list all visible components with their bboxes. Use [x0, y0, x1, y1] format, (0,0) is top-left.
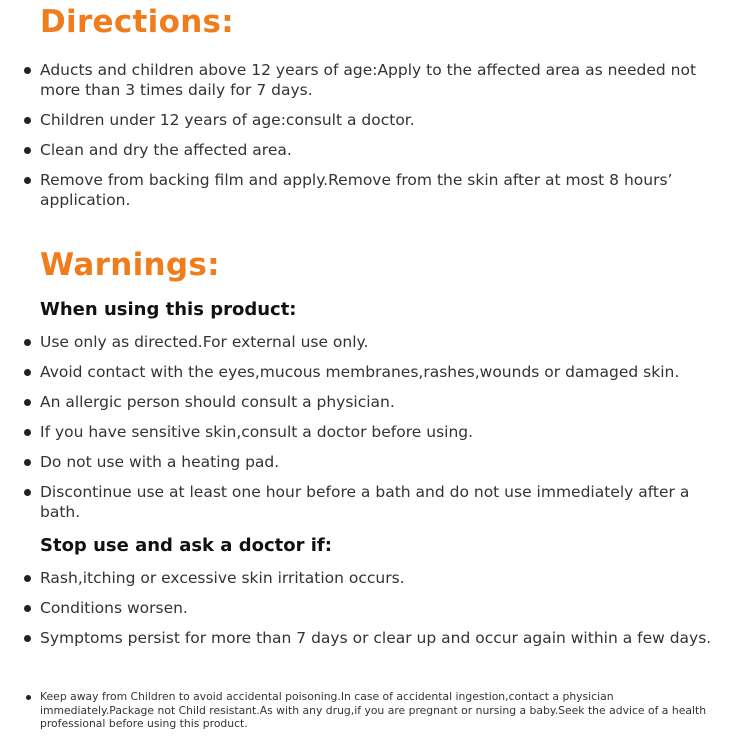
list-item-text: Symptoms persist for more than 7 days or clear up and occur again within a few days. [40, 629, 712, 647]
stop-use-list [0, 568, 715, 648]
list-item-text: Children under 12 years of age:consult a doctor. [40, 111, 415, 129]
list-item-text: If you have sensitive skin,consult a doctor before using. [40, 423, 474, 441]
list-item [0, 332, 715, 352]
list-item-text: Clean and dry the affected area. [40, 141, 292, 159]
list-item-text: Avoid contact with the eyes,mucous membranes,rashes,wounds or damaged skin. [40, 363, 680, 381]
bullet-icon [24, 147, 31, 154]
stop-use-heading: Stop use and ask a doctor if: [40, 535, 332, 556]
bullet-icon [24, 429, 31, 436]
bullet-icon [24, 459, 31, 466]
directions-list [0, 60, 715, 210]
bullet-icon [26, 695, 31, 700]
bullet-icon [24, 399, 31, 406]
when-using-heading: When using this product: [40, 299, 297, 320]
directions-heading: Directions: [40, 4, 235, 40]
bullet-icon [24, 339, 31, 346]
list-item [0, 110, 715, 130]
list-item-text: Remove from backing film and apply.Remove from the skin after at most 8 hours’ application. [40, 171, 673, 209]
list-item [0, 422, 715, 442]
bullet-icon [24, 575, 31, 582]
bullet-icon [24, 177, 31, 184]
list-item-text: Use only as directed.For external use only. [40, 333, 369, 351]
list-item-text: Aducts and children above 12 years of age:Apply to the affected area as needed not more than 3 times daily for 7 days. [40, 61, 697, 99]
list-item-text: Do not use with a heating pad. [40, 453, 280, 471]
warnings-heading: Warnings: [40, 247, 220, 283]
list-item [0, 568, 715, 588]
footnote-text: Keep away from Children to avoid accidental poisoning.In case of accidental ingestion,contact a physician immediately.Package not Child resistant.As with any drug,if you are pregnant or nursing a baby.Seek the advice of a health professional before using this product. [40, 690, 707, 730]
bullet-icon [24, 117, 31, 124]
bullet-icon [24, 489, 31, 496]
list-item [0, 140, 715, 160]
list-item-text: Conditions worsen. [40, 599, 188, 617]
list-item [0, 598, 715, 618]
list-item [0, 362, 715, 382]
list-item-text: An allergic person should consult a physician. [40, 393, 395, 411]
footnote-list [0, 690, 720, 731]
bullet-icon [24, 369, 31, 376]
list-item [0, 482, 715, 522]
footnote [0, 690, 720, 731]
bullet-icon [24, 605, 31, 612]
list-item [0, 452, 715, 472]
bullet-icon [24, 635, 31, 642]
list-item-text: Rash,itching or excessive skin irritation occurs. [40, 569, 405, 587]
when-using-list [0, 332, 715, 522]
list-item-text: Discontinue use at least one hour before a bath and do not use immediately after a bath. [40, 483, 690, 521]
list-item [0, 628, 715, 648]
list-item [0, 170, 715, 210]
list-item [0, 60, 715, 100]
list-item [0, 392, 715, 412]
bullet-icon [24, 67, 31, 74]
